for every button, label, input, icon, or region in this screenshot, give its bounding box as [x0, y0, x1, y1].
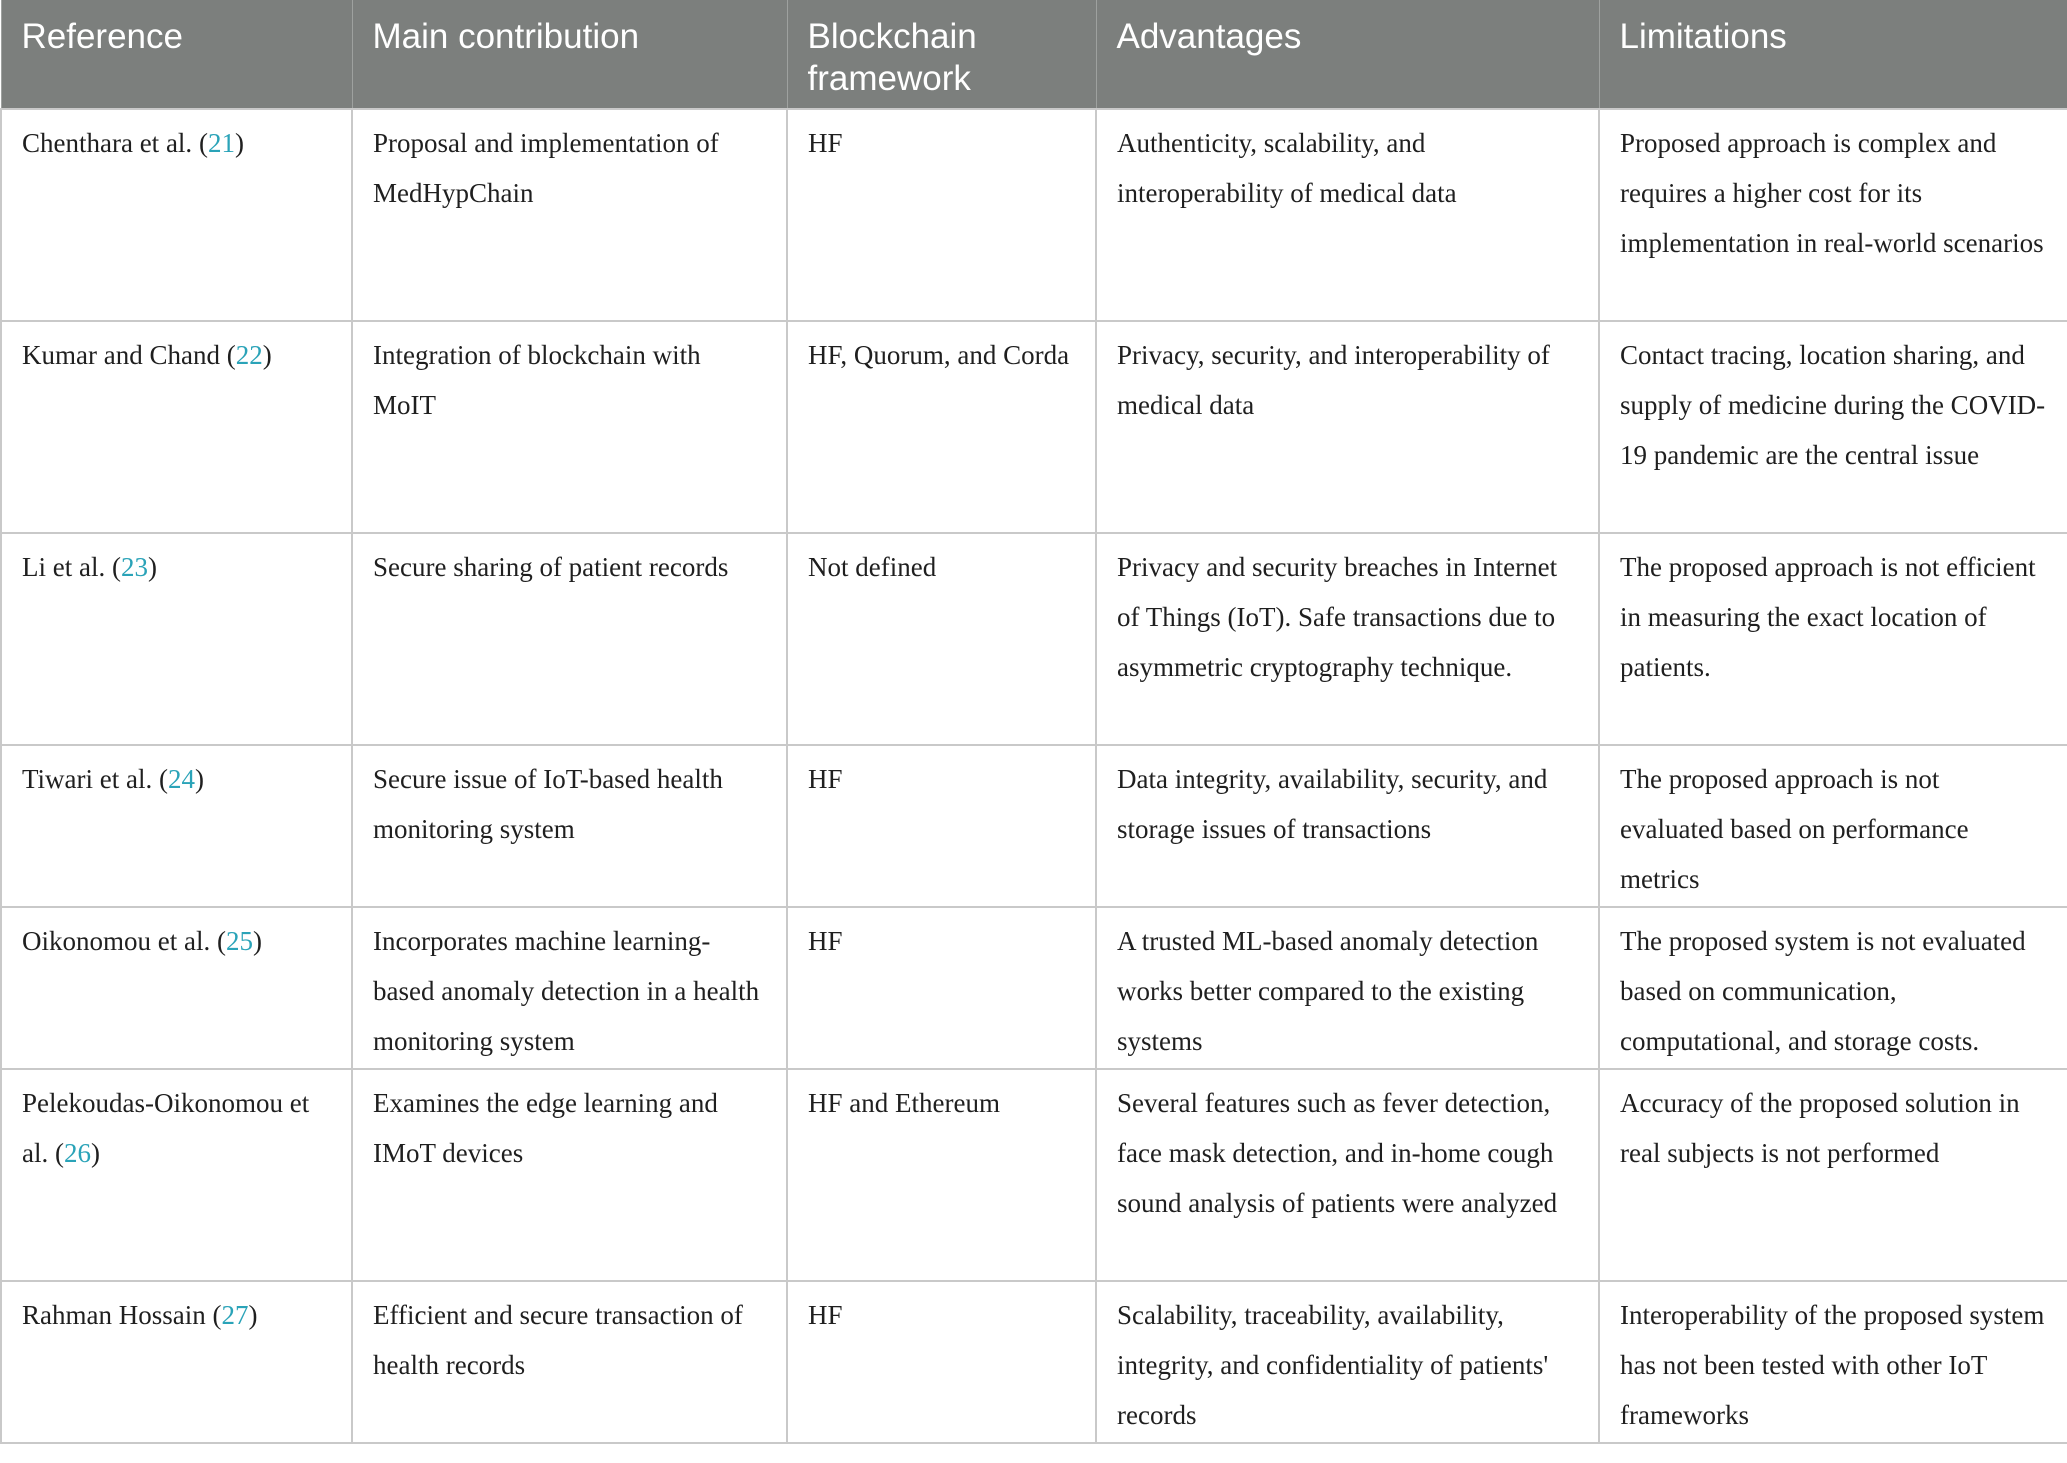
header-blockchain-framework: Blockchain framework — [787, 0, 1096, 109]
reference-author: Li et al. — [22, 552, 106, 582]
table-header — [1, 0, 2067, 109]
cell-limitations: Accuracy of the proposed solution in real subjects is not performed — [1599, 1069, 2067, 1281]
table-row — [1, 321, 2067, 533]
table-body — [1, 109, 2067, 1443]
cell-reference: Tiwari et al. (24) — [1, 745, 352, 907]
cell-limitations: Contact tracing, location sharing, and supply of medicine during the COVID-19 pandemic are the central issue — [1599, 321, 2067, 533]
citation-link[interactable]: 22 — [235, 340, 263, 370]
cell-framework: HF — [787, 109, 1096, 321]
table-row — [1, 1069, 2067, 1281]
header-main-contribution: Main contribution — [352, 0, 787, 109]
header-limitations: Limitations — [1599, 0, 2067, 109]
cell-framework: HF and Ethereum — [787, 1069, 1096, 1281]
cell-reference: Li et al. (23) — [1, 533, 352, 745]
cell-framework: HF — [787, 907, 1096, 1069]
reference-author: Pelekoudas-Oikonomou et al. — [22, 1088, 310, 1168]
cell-limitations: The proposed approach is not efficient in measuring the exact location of patients. — [1599, 533, 2067, 745]
cell-reference: Rahman Hossain (27) — [1, 1281, 352, 1443]
table-row — [1, 745, 2067, 907]
cell-reference: Oikonomou et al. (25) — [1, 907, 352, 1069]
cell-reference: Kumar and Chand (22) — [1, 321, 352, 533]
header-row — [1, 0, 2067, 109]
cell-framework: HF — [787, 1281, 1096, 1443]
cell-advantages: Authenticity, scalability, and interoperability of medical data — [1096, 109, 1599, 321]
cell-limitations: The proposed system is not evaluated based on communication, computational, and storage costs. — [1599, 907, 2067, 1069]
citation-link[interactable]: 27 — [221, 1300, 249, 1330]
citation-link[interactable]: 23 — [120, 552, 148, 582]
cell-reference: Chenthara et al. (21) — [1, 109, 352, 321]
cell-advantages: Privacy and security breaches in Internet of Things (IoT). Safe transactions due to asymmetric cryptography technique. — [1096, 533, 1599, 745]
citation-link[interactable]: 24 — [168, 764, 195, 794]
cell-framework: HF, Quorum, and Corda — [787, 321, 1096, 533]
table-row — [1, 109, 2067, 321]
cell-contribution: Efficient and secure transaction of health records — [352, 1281, 787, 1443]
reference-author: Rahman Hossain — [22, 1300, 206, 1330]
cell-contribution: Incorporates machine learning-based anomaly detection in a health monitoring system — [352, 907, 787, 1069]
reference-author: Chenthara et al. — [22, 128, 193, 158]
cell-advantages: A trusted ML-based anomaly detection works better compared to the existing systems — [1096, 907, 1599, 1069]
header-advantages: Advantages — [1096, 0, 1599, 109]
table-row — [1, 907, 2067, 1069]
table-row — [1, 533, 2067, 745]
citation-link[interactable]: 26 — [64, 1138, 91, 1168]
reference-author: Oikonomou et al. — [22, 926, 211, 956]
cell-contribution: Secure sharing of patient records — [352, 533, 787, 745]
cell-contribution: Examines the edge learning and IMoT devices — [352, 1069, 787, 1281]
cell-framework: Not defined — [787, 533, 1096, 745]
cell-limitations: Interoperability of the proposed system has not been tested with other IoT frameworks — [1599, 1281, 2067, 1443]
cell-contribution: Integration of blockchain with MoIT — [352, 321, 787, 533]
cell-contribution: Proposal and implementation of MedHypChain — [352, 109, 787, 321]
citation-link[interactable]: 25 — [225, 926, 253, 956]
cell-advantages: Data integrity, availability, security, and storage issues of transactions — [1096, 745, 1599, 907]
cell-contribution: Secure issue of IoT-based health monitoring system — [352, 745, 787, 907]
header-reference: Reference — [1, 0, 352, 109]
cell-reference: Pelekoudas-Oikonomou et al. (26) — [1, 1069, 352, 1281]
cell-framework: HF — [787, 745, 1096, 907]
reference-author: Kumar and Chand — [22, 340, 220, 370]
table-row — [1, 1281, 2067, 1443]
citation-link[interactable]: 21 — [207, 128, 235, 158]
cell-limitations: The proposed approach is not evaluated based on performance metrics — [1599, 745, 2067, 907]
cell-limitations: Proposed approach is complex and requires a higher cost for its implementation in real-world scenarios — [1599, 109, 2067, 321]
cell-advantages: Several features such as fever detection, face mask detection, and in-home cough sound analysis of patients were analyzed — [1096, 1069, 1599, 1281]
cell-advantages: Privacy, security, and interoperability of medical data — [1096, 321, 1599, 533]
cell-advantages: Scalability, traceability, availability, integrity, and confidentiality of patients' records — [1096, 1281, 1599, 1443]
reference-author: Tiwari et al. — [22, 764, 153, 794]
